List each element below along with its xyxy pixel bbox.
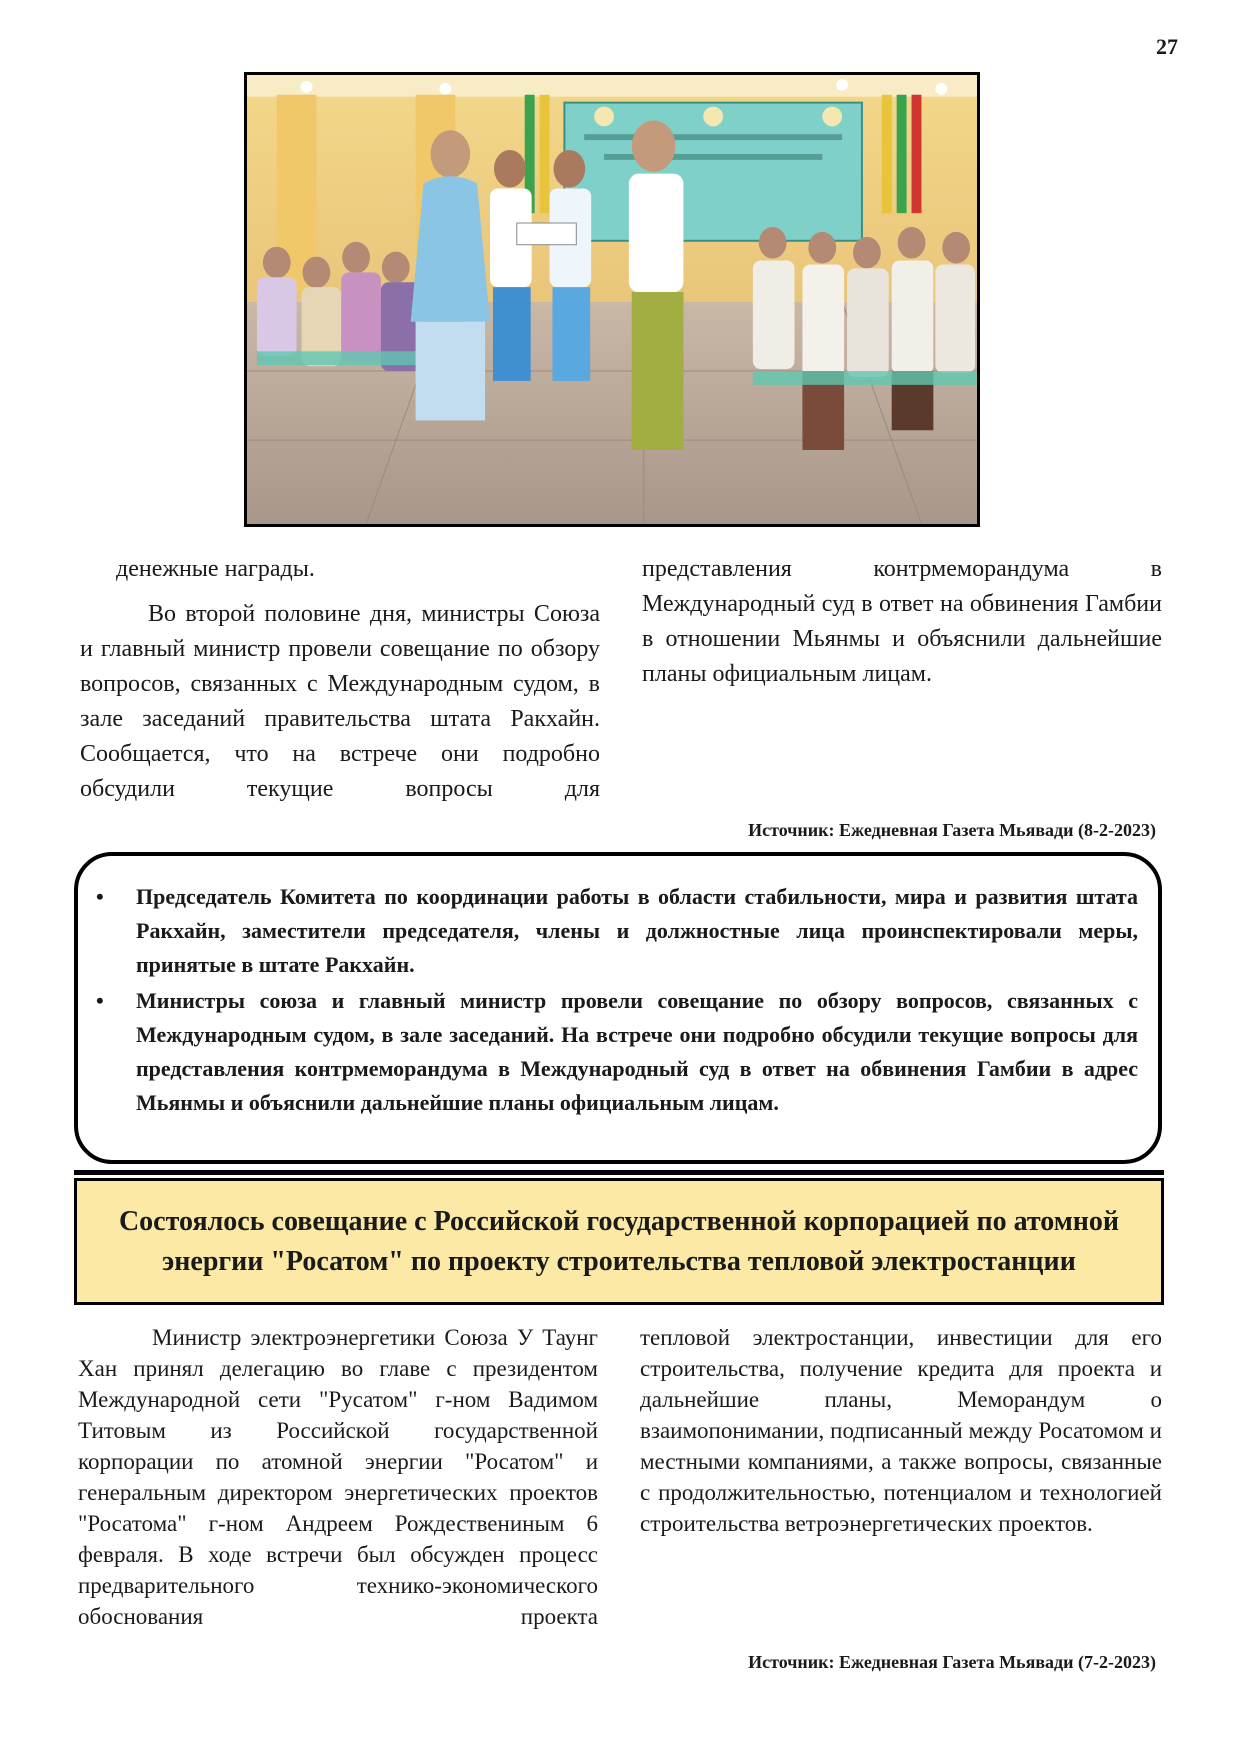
summary-bullet-text: Председатель Комитета по координации работы в области стабильности, мира и развития штата Ракхайн, заместители председателя, члены и должностные лица проинспектировали меры, принятые в штате Ракхайн. (136, 884, 1138, 977)
ceremony-photo-illustration (247, 75, 977, 524)
summary-bullet-text: Министры союза и главный министр провели совещание по обзору вопросов, связанных с Международным судом, в зале заседаний. На встрече они подробно обсудили текущие вопросы для представления контрмеморандума в Международный суд в ответ на обвинения Гамбии в адрес Мьянмы и объяснили дальнейшие планы официальным лицам. (136, 988, 1138, 1115)
summary-bullet (78, 880, 1158, 982)
article1-left-para1: денежные награды. (116, 556, 315, 582)
section-divider (74, 1170, 1164, 1175)
bullet-icon: • (96, 884, 104, 909)
article2-headline: Состоялось совещание с Российской государственной корпорацией по атомной энергии "Росатом" по проекту строительства тепловой электростанции (74, 1178, 1164, 1305)
summary-bullet (78, 984, 1158, 1120)
article1-left-column (80, 552, 600, 807)
article2-right-para: тепловой электростанции, инвестиции для его строительства, получение кредита для проекта и дальнейшие планы, Меморандум о взаимопонимании, подписанный между Росатомом и местными компаниями, а также вопросы, связанные с продолжительностью, потенциалом и технологией строительства ветроэнергетических проектов. (640, 1325, 1162, 1536)
article2-left-column (78, 1322, 598, 1632)
article1-source: Источник: Ежедневная Газета Мьявади (8-2-2023) (748, 820, 1156, 840)
article2-right-column (640, 1322, 1162, 1539)
bullet-icon: • (96, 988, 104, 1013)
article1-left-para2: Во второй половине дня, министры Союза и главный министр провели совещание по обзору вопросов, связанных с Международным судом, в зале заседаний правительства штата Ракхайн. Сообщается, что на встрече они подробно обсудили текущие вопросы для (80, 601, 600, 802)
article1-right-para: представления контрмеморандума в Международный суд в ответ на обвинения Гамбии в отношении Мьянмы и объяснили дальнейшие планы официальным лицам. (642, 556, 1162, 687)
page-number: 27 (1156, 34, 1178, 59)
article1-right-column (642, 552, 1162, 692)
summary-box (74, 852, 1162, 1164)
article2-left-para: Министр электроэнергетики Союза У Таунг Хан принял делегацию во главе с президентом Международной сети "Русатом" г-ном Вадимом Титовым из Российской государственной корпорации по атомной энергии "Росатом" и генеральным директором энергетических проектов "Росатома" г-ном Андреем Рождествениным 6 февраля. В ходе встречи был обсужден процесс предварительного технико-экономического обоснования проекта (78, 1325, 598, 1629)
ceremony-photo (244, 72, 980, 527)
summary-list (78, 880, 1158, 1122)
article2-source: Источник: Ежедневная Газета Мьявади (7-2-2023) (748, 1652, 1156, 1672)
